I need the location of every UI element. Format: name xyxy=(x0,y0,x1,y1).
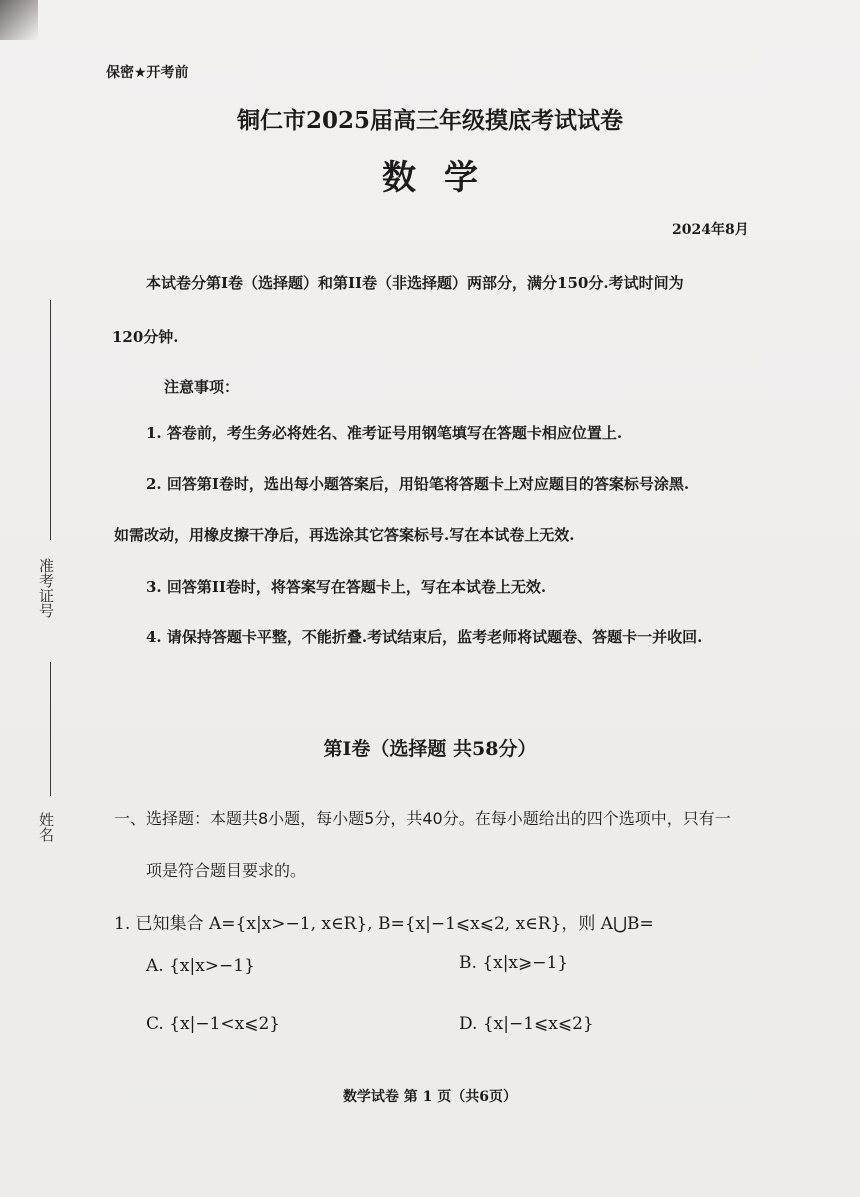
exam-title: 铜仁市2025届高三年级摸底考试试卷 xyxy=(236,107,623,134)
name-label: 姓名 xyxy=(37,812,55,842)
section-heading: 第I卷（选择题 共58分） xyxy=(323,738,537,760)
multiple-choice-instructions-1: 一、选择题：本题共8小题，每小题5分，共40分。在每小题给出的四个选项中，只有一 xyxy=(114,809,731,828)
multiple-choice-instructions-2: 项是符合题目要求的。 xyxy=(146,861,307,880)
notice-item-3: 3. 回答第II卷时，将答案写在答题卡上，写在本试卷上无效. xyxy=(146,578,547,596)
confidential-mark: 保密★开考前 xyxy=(106,65,189,81)
intro-line-2: 120分钟. xyxy=(112,328,179,346)
exam-id-label: 准考证号 xyxy=(37,558,55,618)
question-1-option-b: B. {x|x⩾−1} xyxy=(459,953,569,973)
notice-item-2-continued: 如需改动，用橡皮擦干净后，再选涂其它答案标号.写在本试卷上无效. xyxy=(114,526,575,544)
notice-item-4: 4. 请保持答题卡平整，不能折叠.考试结束后，监考老师将试题卷、答题卡一并收回. xyxy=(146,628,703,646)
page-footer: 数学试卷 第 1 页（共6页） xyxy=(342,1089,518,1105)
question-1-stem: 1. 已知集合 A={x|x>−1, x∈R}, B={x|−1⩽x⩽2, x∈R}，则 A⋃B= xyxy=(114,914,654,934)
notice-heading: 注意事项： xyxy=(164,378,240,396)
intro-line-1: 本试卷分第I卷（选择题）和第II卷（非选择题）两部分，满分150分.考试时间为 xyxy=(146,274,684,292)
page-corner-shadow xyxy=(0,0,38,40)
binding-line-top xyxy=(50,300,51,540)
notice-item-2: 2. 回答第I卷时，选出每小题答案后，用铅笔将答题卡上对应题目的答案标号涂黑. xyxy=(146,475,690,493)
exam-date: 2024年8月 xyxy=(672,222,749,238)
question-1-option-a: A. {x|x>−1} xyxy=(146,956,255,976)
notice-item-1: 1. 答卷前，考生务必将姓名、准考证号用钢笔填写在答题卡相应位置上. xyxy=(146,424,623,442)
question-1-option-d: D. {x|−1⩽x⩽2} xyxy=(459,1014,594,1034)
binding-line-middle xyxy=(50,662,51,796)
question-1-option-c: C. {x|−1<x⩽2} xyxy=(146,1014,281,1034)
subject-title: 数学 xyxy=(382,158,506,198)
